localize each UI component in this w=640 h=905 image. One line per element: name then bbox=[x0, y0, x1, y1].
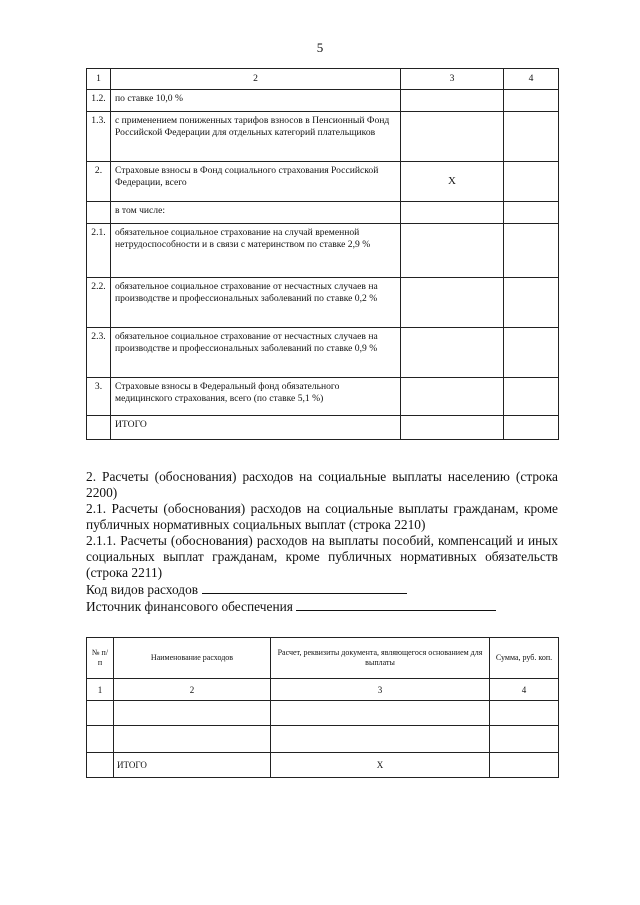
cell-value bbox=[504, 112, 559, 162]
section-text bbox=[86, 469, 558, 615]
empty-cell bbox=[114, 726, 271, 753]
cell-value bbox=[504, 162, 559, 202]
section-heading: 2. Расчеты (обоснования) расходов на социальные выплаты населению (строка 2200) bbox=[86, 469, 558, 500]
row-number bbox=[87, 202, 111, 224]
header-cell: Расчет, реквизиты документа, являющегося основанием для выплаты bbox=[271, 638, 490, 679]
column-number: 2 bbox=[114, 679, 271, 701]
row-text: обязательное социальное страхование от несчастных случаев на производстве и профессиональных заболеваний по ставке 0,2 % bbox=[111, 278, 401, 328]
row-number: 2.3. bbox=[87, 328, 111, 378]
page-number: 5 bbox=[316, 40, 324, 55]
row-text: ИТОГО bbox=[111, 416, 401, 440]
column-number: 1 bbox=[87, 679, 114, 701]
cell-value bbox=[504, 224, 559, 278]
total-label: ИТОГО bbox=[114, 753, 271, 778]
row-number: 3. bbox=[87, 378, 111, 416]
row-number bbox=[87, 416, 111, 440]
header-cell: 3 bbox=[401, 69, 504, 90]
cell-value: Х bbox=[401, 162, 504, 202]
cell-value bbox=[401, 416, 504, 440]
section-heading: 2.1.1. Расчеты (обоснования) расходов на выплаты пособий, компенсаций и иных социальных выплат гражданам, кроме публичных нормативных обязательств (строка 2211) bbox=[86, 533, 558, 580]
total-c3: Х bbox=[271, 753, 490, 778]
cell-value bbox=[504, 202, 559, 224]
table-total-row bbox=[87, 416, 559, 440]
empty-cell bbox=[271, 726, 490, 753]
cell-value bbox=[504, 90, 559, 112]
table-row bbox=[87, 224, 559, 278]
empty-cell bbox=[490, 701, 559, 726]
cell-value bbox=[504, 378, 559, 416]
empty-cell bbox=[490, 726, 559, 753]
table-row bbox=[87, 378, 559, 416]
cell-value bbox=[401, 224, 504, 278]
istochnik-label: Источник финансового обеспечения bbox=[86, 599, 293, 614]
row-number: 1.2. bbox=[87, 90, 111, 112]
column-number: 3 bbox=[271, 679, 490, 701]
header-cell: Наименование расходов bbox=[114, 638, 271, 679]
insurance-contributions-table bbox=[86, 68, 559, 440]
column-number: 4 bbox=[490, 679, 559, 701]
kod-label: Код видов расходов bbox=[86, 582, 199, 597]
row-number: 2.1. bbox=[87, 224, 111, 278]
row-text: Страховые взносы в Фонд социального страхования Российской Федерации, всего bbox=[111, 162, 401, 202]
column-numbers-row bbox=[87, 679, 559, 701]
table-total-row bbox=[87, 753, 559, 778]
empty-cell bbox=[87, 753, 114, 778]
cell-value bbox=[504, 278, 559, 328]
cell-value bbox=[504, 328, 559, 378]
cell-value bbox=[401, 90, 504, 112]
table-row bbox=[87, 328, 559, 378]
cell-value bbox=[401, 278, 504, 328]
cell-value bbox=[401, 202, 504, 224]
table-row bbox=[87, 278, 559, 328]
table-header-row bbox=[87, 69, 559, 90]
row-number: 2. bbox=[87, 162, 111, 202]
cell-value bbox=[401, 328, 504, 378]
table-row bbox=[87, 112, 559, 162]
empty-cell bbox=[271, 701, 490, 726]
row-text: с применением пониженных тарифов взносов в Пенсионный Фонд Российской Федерации для отдельных категорий плательщиков bbox=[111, 112, 401, 162]
row-text: обязательное социальное страхование на случай временной нетрудоспособности и в связи с материнством по ставке 2,9 % bbox=[111, 224, 401, 278]
header-cell: Сумма, руб. коп. bbox=[490, 638, 559, 679]
header-cell: 1 bbox=[87, 69, 111, 90]
table-row bbox=[87, 162, 559, 202]
empty-cell bbox=[490, 753, 559, 778]
row-number: 1.3. bbox=[87, 112, 111, 162]
kod-line bbox=[86, 581, 558, 598]
row-text: в том числе: bbox=[111, 202, 401, 224]
row-text: Страховые взносы в Федеральный фонд обязательного медицинского страхования, всего (по ставке 5,1 %) bbox=[111, 378, 401, 416]
istochnik-line bbox=[86, 598, 558, 615]
table-row bbox=[87, 202, 559, 224]
table-row bbox=[87, 701, 559, 726]
row-text: по ставке 10,0 % bbox=[111, 90, 401, 112]
row-text: обязательное социальное страхование от несчастных случаев на производстве и профессиональных заболеваний по ставке 0,9 % bbox=[111, 328, 401, 378]
table-row bbox=[87, 726, 559, 753]
table-header-row bbox=[87, 638, 559, 679]
table-row bbox=[87, 90, 559, 112]
header-cell: 2 bbox=[111, 69, 401, 90]
row-number: 2.2. bbox=[87, 278, 111, 328]
kod-blank-line bbox=[202, 581, 407, 594]
cell-value bbox=[401, 378, 504, 416]
cell-value bbox=[504, 416, 559, 440]
empty-cell bbox=[114, 701, 271, 726]
istochnik-blank-line bbox=[296, 598, 496, 611]
section-heading: 2.1. Расчеты (обоснования) расходов на социальные выплаты гражданам, кроме публичных нормативных социальных выплат (строка 2210) bbox=[86, 501, 558, 532]
social-payments-table bbox=[86, 637, 559, 778]
cell-value bbox=[401, 112, 504, 162]
empty-cell bbox=[87, 701, 114, 726]
header-cell: 4 bbox=[504, 69, 559, 90]
empty-cell bbox=[87, 726, 114, 753]
header-cell: № п/п bbox=[87, 638, 114, 679]
